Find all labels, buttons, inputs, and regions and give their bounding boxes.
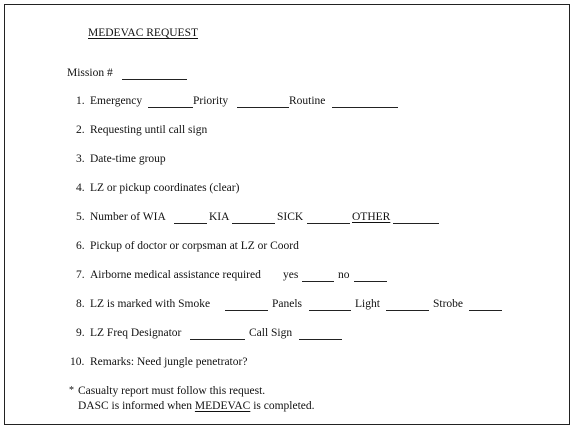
item-1-routine-label: Routine (289, 95, 326, 107)
item-5-wia-label: Number of WIA (90, 211, 166, 223)
item-6-number: 6. (76, 240, 85, 252)
light-blank[interactable] (386, 310, 429, 311)
item-7-yes-label: yes (283, 269, 299, 281)
item-2-text: Requesting until call sign (90, 124, 208, 136)
item-10-text: Remarks: Need jungle penetrator? (90, 356, 248, 368)
mission-blank[interactable] (122, 79, 187, 80)
item-8-smoke-label: LZ is marked with Smoke (90, 298, 211, 310)
emergency-blank[interactable] (148, 107, 193, 108)
item-9-callsign-label: Call Sign (249, 327, 293, 339)
item-4-text: LZ or pickup coordinates (clear) (90, 182, 240, 194)
item-8-panels-label: Panels (272, 298, 303, 310)
footnote-medevac-term: MEDEVAC (194, 400, 251, 412)
item-7-no-label: no (338, 269, 350, 281)
footnote-line-2 (78, 400, 315, 413)
routine-blank[interactable] (332, 107, 398, 108)
item-10-number: 10. (70, 356, 85, 368)
item-6-text: Pickup of doctor or corpsman at LZ or Coord (90, 240, 299, 252)
sick-blank[interactable] (307, 223, 350, 224)
item-8-strobe-label: Strobe (433, 298, 464, 310)
item-5-other-label: OTHER (352, 211, 391, 223)
item-7-number: 7. (76, 269, 85, 281)
item-8-light-label: Light (355, 298, 380, 310)
priority-blank[interactable] (237, 107, 289, 108)
item-9-freq-label: LZ Freq Designator (90, 327, 182, 339)
item-1-number: 1. (76, 95, 85, 107)
item-5-kia-label: KIA (209, 211, 230, 223)
item-5-number: 5. (76, 211, 85, 223)
yes-blank[interactable] (302, 281, 334, 282)
item-1-emergency-label: Emergency (90, 95, 143, 107)
wia-blank[interactable] (174, 223, 207, 224)
footnote-line-2-prefix: DASC is informed when (78, 400, 193, 412)
panels-blank[interactable] (309, 310, 351, 311)
footnote-line-1: Casualty report must follow this request. (78, 385, 266, 397)
item-3-number: 3. (76, 153, 85, 165)
no-blank[interactable] (354, 281, 387, 282)
other-blank[interactable] (393, 223, 439, 224)
footnote-marker: * (69, 385, 74, 396)
item-1-priority-label: Priority (193, 95, 229, 107)
strobe-blank[interactable] (469, 310, 502, 311)
item-2-number: 2. (76, 124, 85, 136)
item-4-number: 4. (76, 182, 85, 194)
item-8-number: 8. (76, 298, 85, 310)
item-7-text: Airborne medical assistance required (90, 269, 261, 281)
kia-blank[interactable] (232, 223, 275, 224)
form-title: MEDEVAC REQUEST (88, 27, 199, 39)
freq-designator-blank[interactable] (190, 339, 245, 340)
mission-label: Mission # (67, 67, 113, 79)
item-5-sick-label: SICK (277, 211, 304, 223)
smoke-blank[interactable] (225, 310, 268, 311)
item-3-text: Date-time group (90, 153, 166, 165)
call-sign-blank[interactable] (299, 339, 342, 340)
item-9-number: 9. (76, 327, 85, 339)
footnote-line-2-suffix: is completed. (253, 400, 315, 412)
